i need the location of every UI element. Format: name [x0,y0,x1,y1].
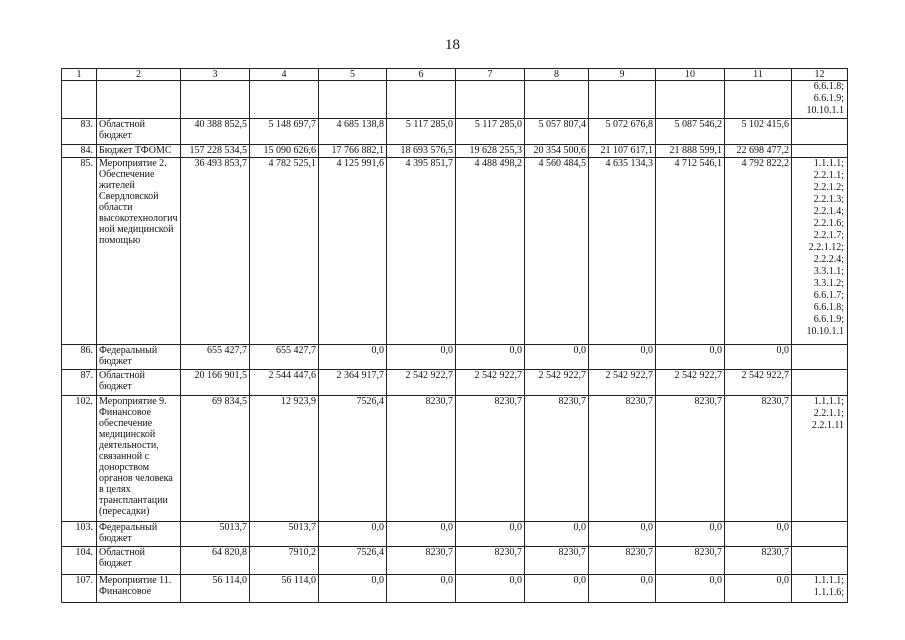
value-cell: 19 628 255,3 [456,145,525,158]
column-header: 2 [97,69,181,81]
indicator-code: 2.2.1.11 [811,420,844,431]
indicator-code: 2.2.1.3; [813,194,844,205]
value-cell: 64 820,8 [181,547,250,575]
indicator-code: 2.2.1.12; [808,242,844,253]
value-cell: 8230,7 [387,396,456,522]
value-cell: 0,0 [456,575,525,603]
value-cell: 655 427,7 [250,345,319,370]
value-cell: 2 542 922,7 [387,370,456,396]
value-cell: 69 834,5 [181,396,250,522]
row-number: 86. [62,345,97,370]
value-cell: 0,0 [525,522,589,547]
indicator-code: 6.6.1.9; [813,93,844,104]
value-cell: 21 888 599,1 [656,145,725,158]
value-cell: 5 072 676,8 [589,119,656,145]
column-header: 5 [319,69,387,81]
row-name: Федеральный бюджет [97,345,181,370]
value-cell [181,81,250,119]
value-cell: 0,0 [456,522,525,547]
column-header: 3 [181,69,250,81]
indicator-codes [792,547,848,575]
value-cell: 8230,7 [589,396,656,522]
table-row [62,145,848,158]
value-cell: 56 114,0 [181,575,250,603]
row-number: 104. [62,547,97,575]
indicator-codes [792,370,848,396]
value-cell: 2 542 922,7 [525,370,589,396]
value-cell: 0,0 [656,575,725,603]
table-row [62,547,848,575]
value-cell: 5013,7 [250,522,319,547]
indicator-code: 2.2.1.4; [813,206,844,217]
indicator-codes [792,158,848,345]
row-name: Мероприятие 2. Обеспечение жителей Свердловской области высокотехнологичной медицинской помощью [97,158,181,345]
value-cell: 7910,2 [250,547,319,575]
indicator-codes [792,81,848,119]
column-header: 8 [525,69,589,81]
indicator-codes [792,396,848,522]
value-cell [456,81,525,119]
row-name: Областной бюджет [97,119,181,145]
value-cell: 0,0 [525,345,589,370]
indicator-code: 3.3.1.2; [813,278,844,289]
value-cell: 2 544 447,6 [250,370,319,396]
column-header: 10 [656,69,725,81]
indicator-code: 6.6.1.8; [813,81,844,92]
value-cell: 8230,7 [725,547,792,575]
value-cell: 4 488 498,2 [456,158,525,345]
column-header: 9 [589,69,656,81]
column-header: 7 [456,69,525,81]
indicator-code: 2.2.1.1; [813,408,844,419]
indicator-code: 1.1.1.1; [813,575,844,586]
value-cell: 0,0 [387,345,456,370]
page-number: 18 [445,37,460,53]
value-cell: 655 427,7 [181,345,250,370]
value-cell: 7526,4 [319,547,387,575]
value-cell: 40 388 852,5 [181,119,250,145]
table-row [62,119,848,145]
table-row [62,81,848,119]
value-cell: 0,0 [589,575,656,603]
column-header: 1 [62,69,97,81]
column-header: 6 [387,69,456,81]
value-cell: 2 542 922,7 [456,370,525,396]
value-cell: 56 114,0 [250,575,319,603]
value-cell: 4 560 484,5 [525,158,589,345]
value-cell: 157 228 534,5 [181,145,250,158]
row-name [97,81,181,119]
table-row [62,522,848,547]
value-cell: 5 087 546,2 [656,119,725,145]
indicator-code: 6.6.1.9; [813,314,844,325]
indicator-code: 6.6.1.7; [813,290,844,301]
value-cell: 8230,7 [589,547,656,575]
value-cell: 0,0 [589,345,656,370]
value-cell: 8230,7 [525,396,589,522]
value-cell: 18 693 576,5 [387,145,456,158]
budget-table [61,68,848,603]
table-row [62,396,848,522]
value-cell: 20 354 500,6 [525,145,589,158]
indicator-code: 2.2.1.6; [813,218,844,229]
value-cell: 2 542 922,7 [589,370,656,396]
column-header: 12 [792,69,848,81]
indicator-code: 6.6.1.8; [813,302,844,313]
value-cell: 5 057 807,4 [525,119,589,145]
table-row [62,345,848,370]
row-name: Федеральный бюджет [97,522,181,547]
value-cell: 21 107 617,1 [589,145,656,158]
indicator-codes [792,119,848,145]
value-cell: 0,0 [725,575,792,603]
value-cell: 0,0 [387,522,456,547]
value-cell [525,81,589,119]
indicator-code: 2.2.1.2; [813,182,844,193]
value-cell: 15 090 626,6 [250,145,319,158]
value-cell: 0,0 [525,575,589,603]
value-cell: 5 117 285,0 [387,119,456,145]
value-cell: 0,0 [319,575,387,603]
value-cell: 8230,7 [725,396,792,522]
row-name: Областной бюджет [97,547,181,575]
row-number: 87. [62,370,97,396]
indicator-code: 2.2.1.7; [813,230,844,241]
indicator-code: 1.1.1.1; [813,396,844,407]
table-row [62,158,848,345]
value-cell: 2 542 922,7 [725,370,792,396]
value-cell: 2 364 917,7 [319,370,387,396]
row-name: Мероприятие 9. Финансовое обеспечение медицинской деятельности, связанной с донорством органов человека в целях трансплантации (пересадки) [97,396,181,522]
value-cell: 22 698 477,2 [725,145,792,158]
indicator-code: 10.10.1.1 [806,105,844,116]
value-cell: 8230,7 [387,547,456,575]
value-cell: 5 117 285,0 [456,119,525,145]
value-cell: 5 102 415,6 [725,119,792,145]
value-cell: 0,0 [456,345,525,370]
value-cell [387,81,456,119]
indicator-code: 1.1.1.6; [813,587,844,598]
value-cell: 0,0 [387,575,456,603]
value-cell: 8230,7 [456,396,525,522]
row-name: Мероприятие 11. Финансовое [97,575,181,603]
value-cell: 4 792 822,2 [725,158,792,345]
value-cell [725,81,792,119]
value-cell: 0,0 [725,522,792,547]
value-cell: 4 712 546,1 [656,158,725,345]
value-cell: 4 685 138,8 [319,119,387,145]
indicator-code: 2.2.2.4; [813,254,844,265]
value-cell: 36 493 853,7 [181,158,250,345]
row-name: Областной бюджет [97,370,181,396]
table-header-row [62,69,848,81]
value-cell: 0,0 [656,345,725,370]
row-number: 102. [62,396,97,522]
row-number: 84. [62,145,97,158]
value-cell: 12 923,9 [250,396,319,522]
table-row [62,575,848,603]
indicator-codes [792,345,848,370]
value-cell: 7526,4 [319,396,387,522]
table-row [62,370,848,396]
value-cell: 0,0 [725,345,792,370]
indicator-code: 2.2.1.1; [813,170,844,181]
indicator-code: 3.3.1.1; [813,266,844,277]
value-cell: 8230,7 [656,396,725,522]
value-cell [319,81,387,119]
value-cell: 8230,7 [525,547,589,575]
row-number: 83. [62,119,97,145]
value-cell: 0,0 [319,522,387,547]
column-header: 4 [250,69,319,81]
value-cell: 8230,7 [656,547,725,575]
value-cell: 0,0 [319,345,387,370]
row-number: 103. [62,522,97,547]
value-cell [656,81,725,119]
value-cell: 5013,7 [181,522,250,547]
indicator-code: 10.10.1.1 [806,326,844,337]
column-header: 11 [725,69,792,81]
value-cell [589,81,656,119]
value-cell: 5 148 697,7 [250,119,319,145]
value-cell [250,81,319,119]
row-name: Бюджет ТФОМС [97,145,181,158]
value-cell: 17 766 882,1 [319,145,387,158]
row-number: 107. [62,575,97,603]
value-cell: 0,0 [589,522,656,547]
value-cell: 4 125 991,6 [319,158,387,345]
value-cell: 0,0 [656,522,725,547]
row-number: 85. [62,158,97,345]
value-cell: 8230,7 [456,547,525,575]
indicator-codes [792,522,848,547]
value-cell: 4 395 851,7 [387,158,456,345]
value-cell: 20 166 901,5 [181,370,250,396]
value-cell: 4 635 134,3 [589,158,656,345]
value-cell: 2 542 922,7 [656,370,725,396]
indicator-codes [792,575,848,603]
indicator-code: 1.1.1.1; [813,158,844,169]
value-cell: 4 782 525,1 [250,158,319,345]
row-number [62,81,97,119]
indicator-codes [792,145,848,158]
